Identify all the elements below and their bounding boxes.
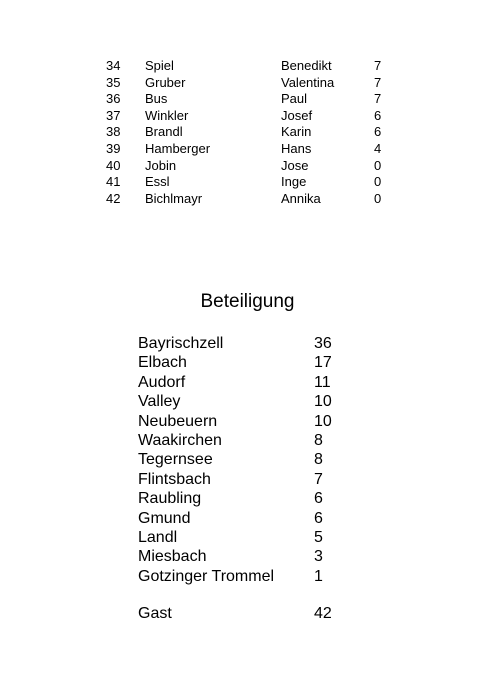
- last-name: Bichlmayr: [145, 190, 203, 206]
- first-name: Josef: [281, 107, 313, 123]
- results-table: [106, 58, 396, 207]
- club-row: [138, 373, 358, 392]
- club-row: [138, 334, 358, 353]
- guest-row: [138, 604, 358, 624]
- score: 7: [374, 58, 382, 73]
- first-name: Karin: [281, 124, 312, 140]
- result-row: [106, 108, 396, 125]
- last-name: Winkler: [145, 107, 189, 123]
- rank: 35: [106, 74, 121, 90]
- result-row: [106, 191, 396, 208]
- last-name: Hamberger: [145, 140, 211, 156]
- club-name: Neubeuern: [138, 412, 218, 430]
- result-row: [106, 91, 396, 108]
- club-count: 10: [314, 412, 332, 430]
- club-count: 5: [314, 528, 323, 546]
- club-count: 6: [314, 509, 323, 527]
- last-name: Brandl: [145, 124, 183, 140]
- club-count: 3: [314, 548, 323, 566]
- rank: 37: [106, 107, 121, 123]
- score: 0: [374, 157, 382, 173]
- rank: 40: [106, 157, 121, 173]
- first-name: Jose: [281, 157, 309, 173]
- club-name: Elbach: [138, 354, 187, 372]
- first-name: Benedikt: [281, 58, 332, 73]
- result-row: [106, 158, 396, 175]
- score: 0: [374, 174, 382, 190]
- first-name: Annika: [281, 190, 321, 206]
- rank: 36: [106, 91, 121, 107]
- club-count: 7: [314, 470, 323, 488]
- club-count: 6: [314, 490, 323, 508]
- club-row: [138, 353, 358, 372]
- guest-count: 42: [314, 605, 332, 622]
- first-name: Valentina: [281, 74, 335, 90]
- club-name: Valley: [138, 393, 181, 411]
- score: 6: [374, 107, 382, 123]
- last-name: Spiel: [145, 58, 174, 73]
- club-row: [138, 470, 358, 489]
- club-row: [138, 509, 358, 528]
- club-name: Landl: [138, 528, 178, 546]
- club-row: [138, 528, 358, 547]
- first-name: Inge: [281, 174, 307, 190]
- score: 0: [374, 190, 382, 206]
- last-name: Essl: [145, 174, 170, 190]
- result-row: [106, 174, 396, 191]
- club-name: Audorf: [138, 373, 186, 391]
- score: 7: [374, 74, 382, 90]
- club-count: 17: [314, 354, 332, 372]
- score: 4: [374, 140, 382, 156]
- result-row: [106, 124, 396, 141]
- club-row: [138, 412, 358, 431]
- club-name: Flintsbach: [138, 470, 211, 488]
- result-row: [106, 141, 396, 158]
- club-count: 36: [314, 335, 332, 352]
- club-row: [138, 450, 358, 469]
- club-name: Tegernsee: [138, 451, 213, 469]
- participation-table: [138, 334, 358, 586]
- club-name: Miesbach: [138, 548, 207, 566]
- result-row: [106, 75, 396, 92]
- club-count: 8: [314, 451, 323, 469]
- result-row: [106, 58, 396, 75]
- club-name: Gmund: [138, 509, 191, 527]
- club-count: 10: [314, 393, 332, 411]
- last-name: Gruber: [145, 74, 186, 90]
- rank: 38: [106, 124, 121, 140]
- club-name: Waakirchen: [138, 431, 222, 449]
- rank: 34: [106, 58, 121, 73]
- club-name: Gotzinger Trommel: [138, 567, 275, 585]
- rank: 39: [106, 140, 121, 156]
- club-row: [138, 547, 358, 566]
- first-name: Hans: [281, 140, 312, 156]
- guest-label: Gast: [138, 605, 172, 622]
- last-name: Jobin: [145, 157, 177, 173]
- score: 7: [374, 91, 382, 107]
- score: 6: [374, 124, 382, 140]
- club-row: [138, 392, 358, 411]
- club-name: Bayrischzell: [138, 335, 224, 352]
- club-count: 8: [314, 431, 323, 449]
- club-row: [138, 567, 358, 586]
- section-title: Beteiligung: [200, 291, 295, 312]
- last-name: Bus: [145, 91, 168, 107]
- first-name: Paul: [281, 91, 308, 107]
- club-name: Raubling: [138, 490, 202, 508]
- rank: 42: [106, 190, 121, 206]
- club-count: 11: [314, 373, 331, 391]
- club-row: [138, 489, 358, 508]
- club-count: 1: [314, 567, 323, 585]
- club-row: [138, 431, 358, 450]
- rank: 41: [106, 174, 121, 190]
